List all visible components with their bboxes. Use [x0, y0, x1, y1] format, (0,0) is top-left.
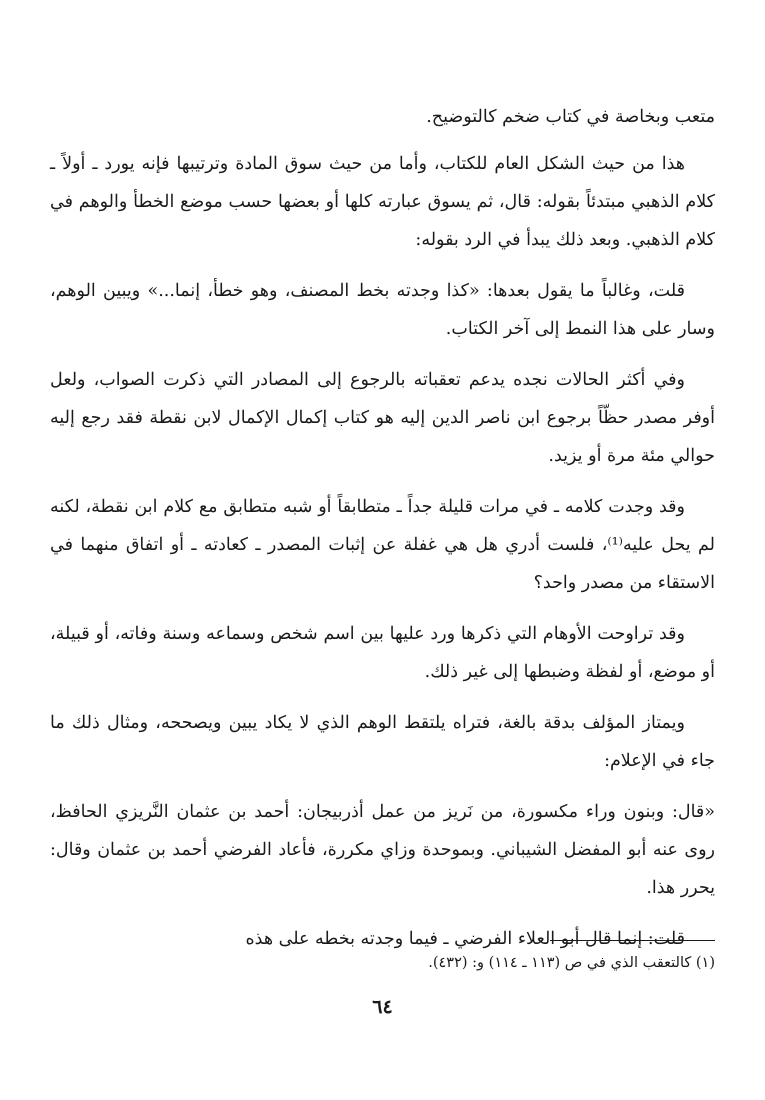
- paragraph-7: ويمتاز المؤلف بدقة بالغة، فتراه يلتقط الوهم الذي لا يكاد يبين ويصححه، ومثال ذلك ما جاء في الإعلام:: [50, 713, 715, 771]
- paragraph-8-quote: «قال: وبنون وراء مكسورة، من نَريز من عمل أذربيجان: أحمد بن عثمان النَّريزي الحافظ، روى عنه أبو المفضل الشيباني. وبموحدة وزاي مكررة، فأعاد الفرضي أحمد بن عثمان وقال: يحرر هذا.: [50, 802, 715, 898]
- main-text: [50, 98, 715, 971]
- paragraph-5: وقد وجدت كلامه ـ في مرات قليلة جداً ـ متطابقاً أو شبه متطابق مع كلام ابن نقطة، لكنه لم يحل عليه⁽¹⁾، فلست أدري هل هي غفلة عن إثبات المصدر ـ كعادته ـ أو اتفاق منهما في الاستقاء من مصدر واحد؟: [50, 497, 715, 593]
- page-number: ٦٤: [372, 996, 393, 1018]
- paragraph-4: وفي أكثر الحالات نجده يدعم تعقباته بالرجوع إلى المصادر التي ذكرت الصواب، ولعل أوفر مصدر حظّاً برجوع ابن ناصر الدين إليه هو كتاب إكمال الإكمال لابن نقطة فقد رجع إليه حوالي مئة مرة أو يزيد.: [50, 370, 715, 466]
- paragraph-3: قلت، وغالباً ما يقول بعدها: «كذا وجدته بخط المصنف، وهو خطأ، إنما...» ويبين الوهم، وسار على هذا النمط إلى آخر الكتاب.: [50, 281, 715, 339]
- paragraph-1: متعب وبخاصة في كتاب ضخم كالتوضيح.: [426, 107, 715, 127]
- paragraph-6: وقد تراوحت الأوهام التي ذكرها ورد عليها بين اسم شخص وسماعه وسنة وفاته، أو قبيلة، أو موضع، أو لفظة وضبطها إلى غير ذلك.: [50, 624, 715, 682]
- paragraph-9: قلت: إنما قال أبو العلاء الفرضي ـ فيما وجدته بخطه على هذه: [245, 929, 685, 949]
- footnote: (١) كالتعقب الذي في ص (١١٣ ـ ١١٤) و: (٤٣٢).: [428, 955, 715, 971]
- paragraph-2: هذا من حيث الشكل العام للكتاب، وأما من حيث سوق المادة وترتيبها فإنه يورد ـ أولاً ـ كلام الذهبي مبتدئاً بقوله: قال، ثم يسوق عبارته كلها أو بعضها حسب موضع الخطأ والوهم في كلام الذهبي. وبعد ذلك يبدأ في الرد بقوله:: [50, 154, 715, 250]
- footnote-separator: [550, 940, 715, 941]
